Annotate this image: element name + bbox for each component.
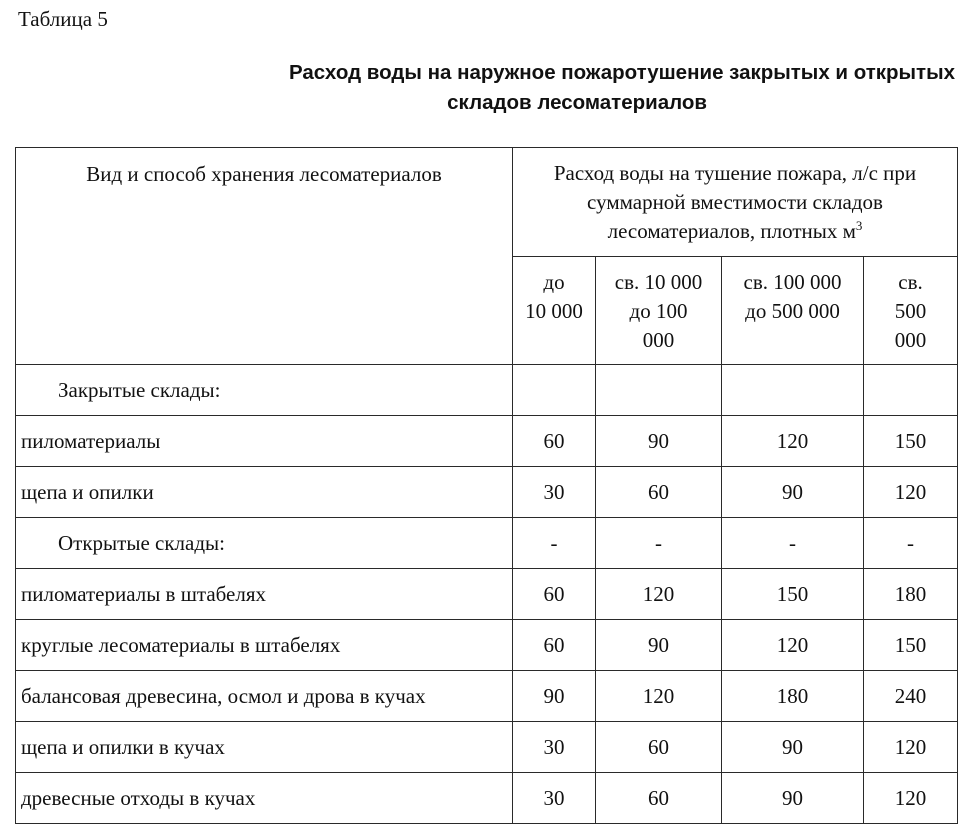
row-value: 30 bbox=[513, 722, 596, 773]
row-value: 30 bbox=[513, 467, 596, 518]
row-value: 90 bbox=[722, 467, 864, 518]
row-value: 180 bbox=[722, 671, 864, 722]
row-value: 120 bbox=[864, 773, 958, 824]
row-value bbox=[722, 365, 864, 416]
header-col-2 bbox=[596, 257, 722, 365]
header-col-2-line: св. 10 000 bbox=[614, 270, 703, 294]
row-name: пиломатериалы в штабелях bbox=[16, 569, 513, 620]
row-value: 120 bbox=[596, 671, 722, 722]
row-value: - bbox=[513, 518, 596, 569]
row-name: круглые лесоматериалы в штабелях bbox=[16, 620, 513, 671]
row-value: 60 bbox=[513, 416, 596, 467]
row-value: 180 bbox=[864, 569, 958, 620]
row-value: 60 bbox=[596, 467, 722, 518]
table-row bbox=[16, 722, 958, 773]
row-value: - bbox=[864, 518, 958, 569]
row-name: щепа и опилки bbox=[16, 467, 513, 518]
row-value: 30 bbox=[513, 773, 596, 824]
table-row-section-closed bbox=[16, 365, 958, 416]
row-value: 120 bbox=[864, 467, 958, 518]
header-col-3-line: св. 100 000 bbox=[743, 270, 842, 294]
row-value: 90 bbox=[722, 722, 864, 773]
row-value: 90 bbox=[596, 416, 722, 467]
row-name: щепа и опилки в кучах bbox=[16, 722, 513, 773]
header-col-2-line: до 100 bbox=[629, 299, 688, 323]
row-value: 120 bbox=[722, 416, 864, 467]
row-value: 60 bbox=[596, 722, 722, 773]
row-value bbox=[513, 365, 596, 416]
row-value: 60 bbox=[513, 620, 596, 671]
header-storage-type: Вид и способ хранения лесоматериалов bbox=[16, 148, 513, 365]
table-row bbox=[16, 569, 958, 620]
header-col-3 bbox=[722, 257, 864, 365]
table-title bbox=[0, 58, 955, 118]
table-row-section-open bbox=[16, 518, 958, 569]
row-name: балансовая древесина, осмол и дрова в кучах bbox=[16, 671, 513, 722]
header-col-1-line: до bbox=[543, 270, 565, 294]
row-value: 240 bbox=[864, 671, 958, 722]
table-row bbox=[16, 467, 958, 518]
table-row bbox=[16, 416, 958, 467]
row-value: 90 bbox=[722, 773, 864, 824]
header-water-flow-sup: 3 bbox=[855, 218, 863, 233]
header-col-4 bbox=[864, 257, 958, 365]
row-value bbox=[596, 365, 722, 416]
row-name: древесные отходы в кучах bbox=[16, 773, 513, 824]
row-value bbox=[864, 365, 958, 416]
title-line-2: складов лесоматериалов bbox=[447, 91, 707, 114]
row-value: 150 bbox=[864, 620, 958, 671]
row-value: 120 bbox=[596, 569, 722, 620]
header-col-4-line: 500 bbox=[894, 299, 927, 323]
row-name: Закрытые склады: bbox=[16, 365, 513, 416]
header-col-2-line: 000 bbox=[642, 328, 675, 352]
row-value: - bbox=[722, 518, 864, 569]
row-name: пиломатериалы bbox=[16, 416, 513, 467]
table-number: Таблица 5 bbox=[18, 7, 108, 31]
title-line-1: Расход воды на наружное пожаротушение закрытых и открытых bbox=[289, 61, 955, 84]
table-row bbox=[16, 671, 958, 722]
header-col-4-line: св. bbox=[898, 270, 923, 294]
row-value: - bbox=[596, 518, 722, 569]
header-col-1 bbox=[513, 257, 596, 365]
row-value: 150 bbox=[864, 416, 958, 467]
row-name: Открытые склады: bbox=[16, 518, 513, 569]
header-water-flow-text: Расход воды на тушение пожара, л/с при суммарной вместимости складов лесоматериалов, плотных м bbox=[553, 161, 917, 243]
water-flow-table bbox=[15, 147, 958, 824]
row-value: 60 bbox=[596, 773, 722, 824]
row-value: 120 bbox=[864, 722, 958, 773]
row-value: 90 bbox=[596, 620, 722, 671]
row-value: 90 bbox=[513, 671, 596, 722]
row-value: 60 bbox=[513, 569, 596, 620]
header-col-4-line: 000 bbox=[894, 328, 927, 352]
row-value: 120 bbox=[722, 620, 864, 671]
header-col-1-line: 10 000 bbox=[525, 299, 583, 323]
table-row bbox=[16, 620, 958, 671]
table-row bbox=[16, 773, 958, 824]
header-col-3-line: до 500 000 bbox=[745, 299, 840, 323]
header-water-flow bbox=[513, 148, 958, 257]
row-value: 150 bbox=[722, 569, 864, 620]
